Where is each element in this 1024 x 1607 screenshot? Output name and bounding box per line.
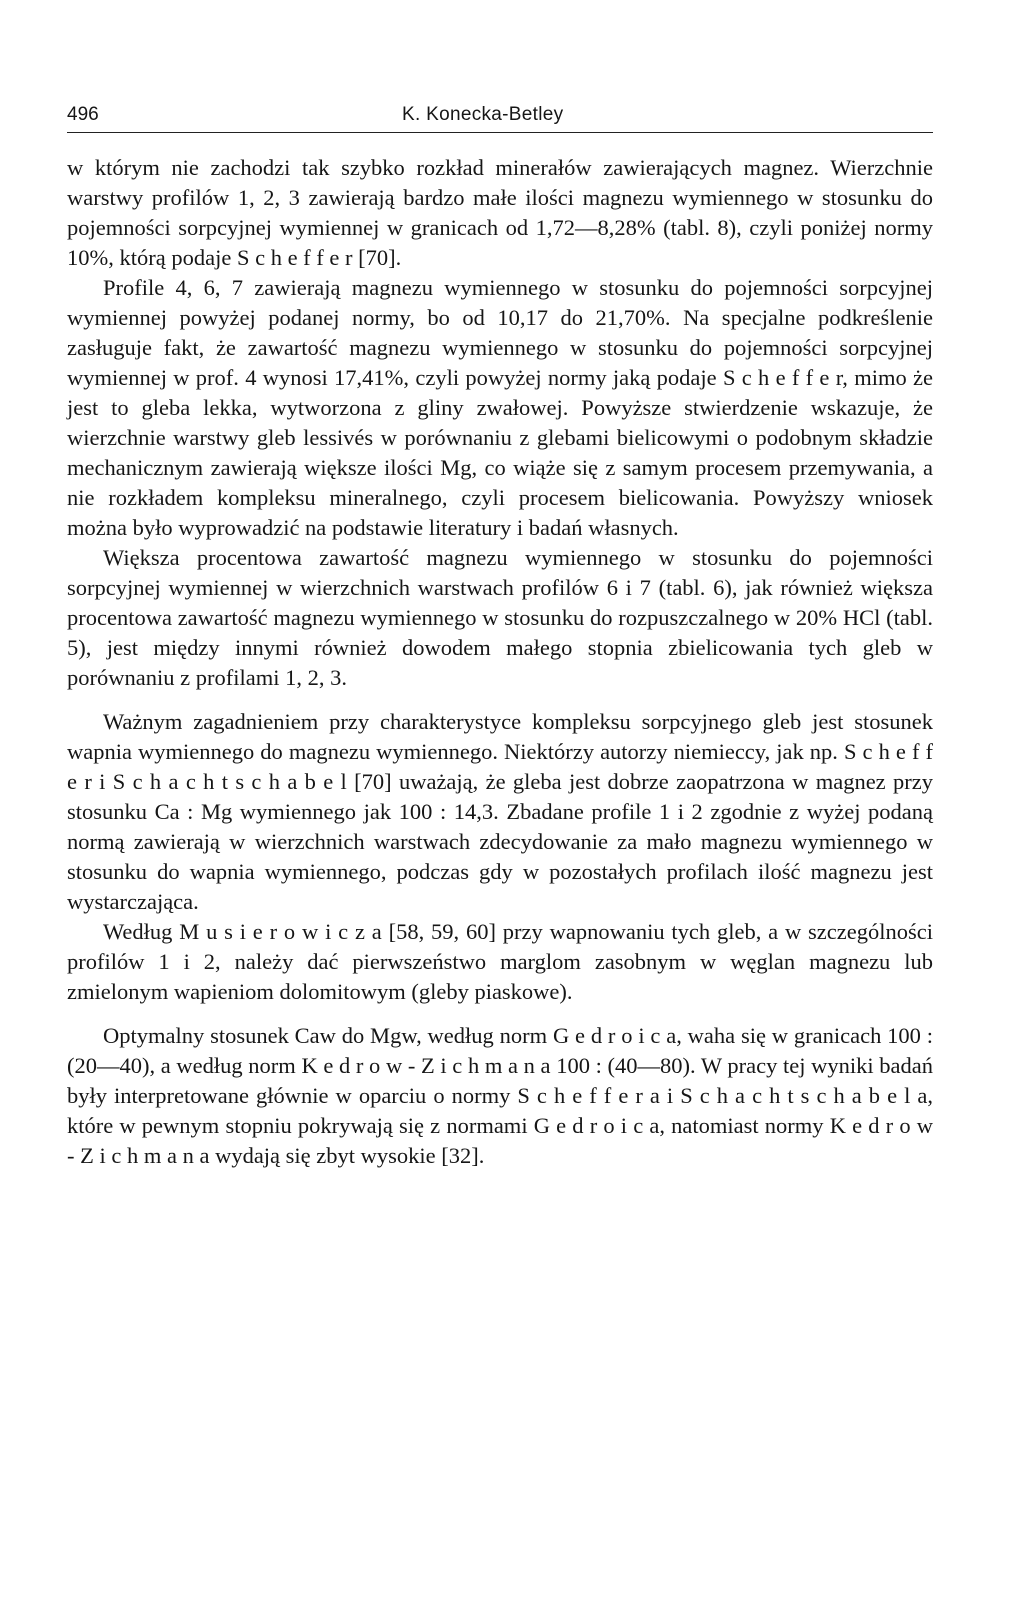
paragraph: Według M u s i e r o w i c z a [58, 59, 60] przy wapnowaniu tych gleb, a w szczególności profilów 1 i 2, należy dać pierwszeństwo marglom zasobnym w węglan magnezu lub zmielonym wapieniom dolomitowym (gleby piaskowe). <box>67 919 933 1004</box>
paragraph: w którym nie zachodzi tak szybko rozkład minerałów zawierających magnez. Wierzchnie warstwy profilów 1, 2, 3 zawierają bardzo małe ilości magnezu wymiennego w stosunku do pojemności sorpcyjnej wymiennej w granicach od 1,72—8,28% (tabl. 8), czyli poniżej normy 10%, którą podaje S c h e f f e r [70]. <box>67 155 933 270</box>
paragraph: Ważnym zagadnieniem przy charakterystyce kompleksu sorpcyjnego gleb jest stosunek wapnia wymiennego do magnezu wymiennego. Niektórzy autorzy niemieccy, jak np. S c h e f f e r i S c h a c h t s c h a b e l [70] uważają, że gleba jest dobrze zaopatrzona w magnez przy stosunku Ca : Mg wymiennego jak 100 : 14,3. Zbadane profile 1 i 2 zgodnie z wyżej podaną normą zawierają w wierzchnich warstwach zdecydowanie za mało magnezu wymiennego w stosunku do wapnia wymiennego, podczas gdy w pozostałych profilach ilość magnezu jest wystarczająca. <box>67 709 933 914</box>
page-number: 496 <box>67 104 99 125</box>
paragraph: Większa procentowa zawartość magnezu wymiennego w stosunku do pojemności sorpcyjnej wymiennej w wierzchnich warstwach profilów 6 i 7 (tabl. 6), jak również większa procentowa zawartość magnezu wymiennego w stosunku do rozpuszczalnego w 20% HCl (tabl. 5), jest między innymi również dowodem małego stopnia zbielicowania tych gleb w porównaniu z profilami 1, 2, 3. <box>67 545 933 690</box>
paragraph: Profile 4, 6, 7 zawierają magnezu wymiennego w stosunku do pojemności sorpcyjnej wymiennej powyżej podanej normy, bo od 10,17 do 21,70%. Na specjalne podkreślenie zasługuje fakt, że zawartość magnezu wymiennego w stosunku do pojemności sorpcyjnej wymiennej w prof. 4 wynosi 17,41%, czyli powyżej normy jaką podaje S c h e f f e r, mimo że jest to gleba lekka, wytworzona z gliny zwałowej. Powyższe stwierdzenie wskazuje, że wierzchnie warstwy gleb lessivés w porównaniu z glebami bielicowymi o podobnym składzie mechanicznym zawierają większe ilości Mg, co wiąże się z samym procesem przemywania, a nie rozkładem kompleksu mineralnego, czyli procesem bielicowania. Powyższy wniosek można było wyprowadzić na podstawie literatury i badań własnych. <box>67 275 933 540</box>
page-header <box>67 102 933 133</box>
running-head: K. Konecka-Betley <box>402 104 564 125</box>
body-text <box>67 153 933 1171</box>
paragraph: Optymalny stosunek Caw do Mgw, według norm G e d r o i c a, waha się w granicach 100 : (20—40), a według norm K e d r o w - Z i c h m a n a 100 : (40—80). W pracy tej wyniki badań były interpretowane głównie w oparciu o normy S c h e f f e r a i S c h a c h t s c h a b e l a, które w pewnym stopniu pokrywają się z normami G e d r o i c a, natomiast normy K e d r o w - Z i c h m a n a wydają się zbyt wysokie [32]. <box>67 1023 933 1168</box>
